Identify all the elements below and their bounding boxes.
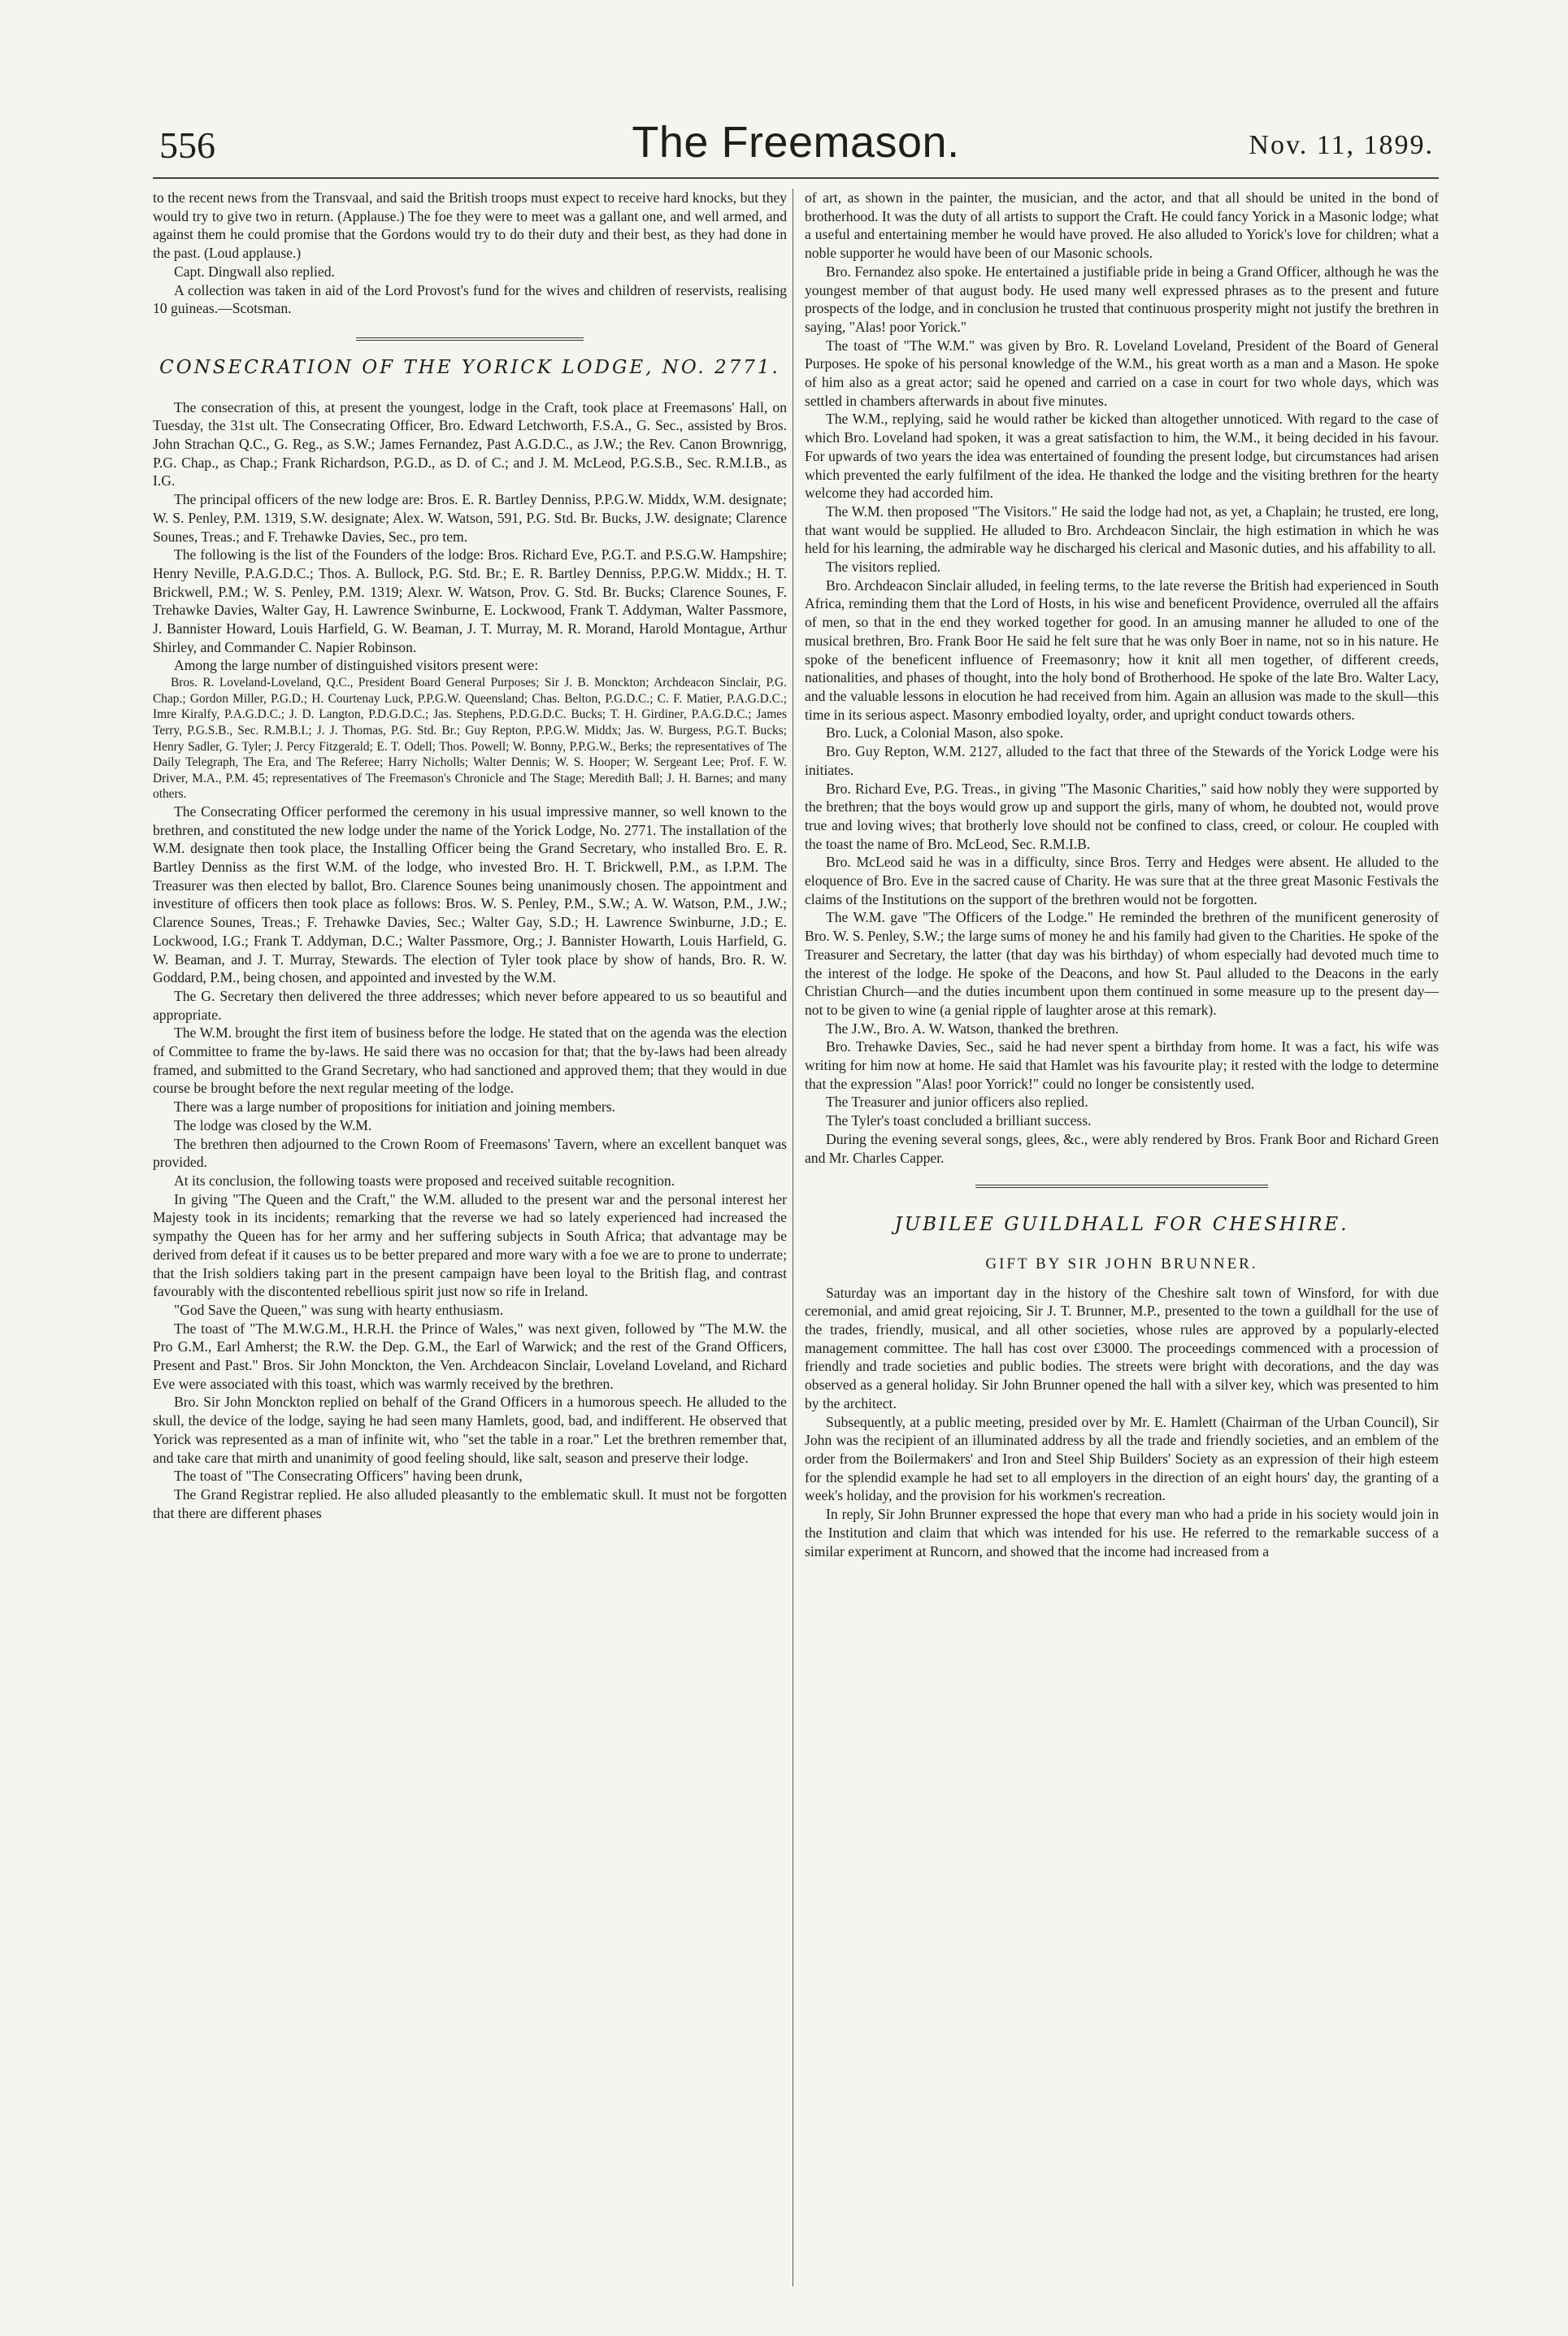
- paragraph: "God Save the Queen," was sung with hearty enthusiasm.: [174, 1301, 504, 1318]
- paragraph: The consecration of this, at present the youngest, lodge in the Craft, took place at Freemasons' Hall, on Tuesday, the 31st ult. The Consecrating Officer, Bro. Edward Letchworth, F.S.A., G. Sec., assisted by Bros. John Strachan Q.C., G. Reg., as S.W.; James Fernandez, Past A.G.D.C., as J.W.; the Rev. Canon Brownrigg, P.G. Chap., as Chap.; Frank Richardson, P.G.D., as D. of C.; and J. M. McLeod, P.G.S.B., Sec. R.M.I.B., as I.G.: [153, 398, 787, 489]
- paragraph: The Consecrating Officer performed the ceremony in his usual impressive manner, so well known to the brethren, and constituted the new lodge under the name of the Yorick Lodge, No. 2771. The installation of the W.M. designate then took place, the Installing Officer being the Grand Secretary, who installed Bro. E. R. Bartley Denniss as the first W.M. of the lodge, who invested Bro. H. T. Brickwell, P.M., as I.P.M. The Treasurer was then elected by ballot, Bro. Clarence Sounes being unanimously chosen. The appointment and investiture of officers then took place as follows: Bros. W. S. Penley, P.M., S.W.; A. W. Watson, P.M., J.W.; Clarence Sounes, Treas.; F. Trehawke Davies, Sec.; Walter Gay, S.D.; H. Lawrence Swinburne, J.D.; E. Lockwood, I.G.; Frank T. Addyman, D.C.; Walter Passmore, Org.; J. Bannister Howarth, Louis Harfield, G. W. Beaman, and J. T. Murray, Stewards. The election of Tyler took place by show of hands, Bro. R. W. Goddard, P.M., being chosen, and appointed and invested by the W.M.: [153, 803, 787, 986]
- masthead: [153, 114, 1439, 171]
- paragraph: Bros. R. Loveland-Loveland, Q.C., President Board General Purposes; Sir J. B. Monckton; Archdeacon Sinclair, P.G. Chap.; Gordon Miller, P.G.D.; H. Courtenay Luck, P.P.G.W. Queensland; Chas. Belton, P.G.D.C.; C. F. Matier, P.A.G.D.C.; Imre Kiralfy, P.A.G.D.C.; J. D. Langton, P.D.G.D.C.; Jas. Stephens, P.D.G.D.C. Bucks; T. H. Girdiner, P.A.G.D.C.; James Terry, P.G.S.B., Sec. R.M.B.I.; J. J. Thomas, P.G. Std. Br.; Guy Repton, P.P.G.W. Middx; Jas. W. Burgess, P.G.T. Bucks; Henry Sadler, G. Tyler; J. Percy Fitzgerald; E. T. Odell; Thos. Powell; W. Bonny, P.P.G.W., Berks; the representatives of The Daily Telegraph, The Era, and The Referee; Harry Nicholls; Walter Dennis; W. S. Hooper; W. Sergeant Lee; Prof. F. W. Driver, M.A., P.M. 45; representatives of The Freemason's Chronicle and The Stage; Meredith Ball; J. H. Barnes; and many others.: [153, 676, 787, 802]
- section-rule: [356, 337, 584, 344]
- article-subheadline: GIFT BY SIR JOHN BRUNNER.: [985, 1255, 1258, 1272]
- right-column: [805, 189, 1439, 2319]
- paragraph: The brethren then adjourned to the Crown Room of Freemasons' Tavern, where an excellent banquet was provided.: [153, 1135, 787, 1171]
- paragraph: The Grand Registrar replied. He also alluded pleasantly to the emblematic skull. It must not be forgotten that there are different phases: [153, 1486, 787, 1521]
- paragraph: The principal officers of the new lodge are: Bros. E. R. Bartley Denniss, P.P.G.W. Middx, W.M. designate; W. S. Penley, P.M. 1319, S.W. designate; Alex. W. Watson, 591, P.G. Std. Br. Bucks, J.W. designate; Clarence Sounes, Treas.; and F. Trehawke Davies, Sec., pro tem.: [153, 491, 787, 545]
- visitors-list: [153, 675, 787, 803]
- paragraph: The W.M. brought the first item of business before the lodge. He stated that on the agenda was the election of Committee to frame the by-laws. He said there was no occasion for that; that the by-laws had been already framed, and submitted to the Grand Secretary, who had sanctioned and approved them; that they would in due course be brought before the next regular meeting of the lodge.: [153, 1024, 787, 1097]
- paragraph: During the evening several songs, glees, &c., were ably rendered by Bros. Frank Boor and Richard Green and Mr. Charles Capper.: [805, 1130, 1439, 1166]
- paragraph: The W.M. then proposed "The Visitors." He said the lodge had not, as yet, a Chaplain; he trusted, ere long, that want would be supplied. He alluded to Bro. Archdeacon Sinclair, the high estimation in which he was held for his learning, the admirable way he discharged his clerical and Masonic duties, and his affability to all.: [805, 502, 1439, 557]
- paragraph: The toast of "The Consecrating Officers" having been drunk,: [174, 1468, 523, 1485]
- paragraph: The toast of "The W.M." was given by Bro. R. Loveland Loveland, President of the Board of General Purposes. He spoke of his personal knowledge of the W.M., his great worth as a man and a Mason. He spoke of him also as a great actor; said he opened and carried on a case in court for two whole days, which was settled in chambers afterwards in about five minutes.: [805, 337, 1439, 409]
- paragraph: Subsequently, at a public meeting, presided over by Mr. E. Hamlett (Chairman of the Urban Council), Sir John was the recipient of an illuminated address by all the trade and friendly societies, and an emblem of the order from the Boilermakers' and Iron and Steel Ship Builders' Society as an expression of their high esteem for the splendid example he had set to all employers in the direction of an eight hours' day, the granting of a week's holiday, and the provision for his workmen's recreation.: [805, 1413, 1439, 1504]
- paragraph: The following is the list of the Founders of the lodge: Bros. Richard Eve, P.G.T. and P.S.G.W. Hampshire; Henry Neville, P.A.G.D.C.; Thos. A. Bullock, P.G. Std. Br.; E. R. Bartley Denniss, P.P.G.W. Middx.; H. T. Brickwell, P.M.; W. S. Penley, P.M. 1319; Alexr. W. Watson, Prov. G. Std. Br. Bucks; Clarence Sounes, F. Trehawke Davies, Walter Gay, H. Lawrence Swinburne, E. Lockwood, Frank T. Addyman, Walter Passmore, J. Bannister Howard, Louis Harfield, G. W. Beaman, J. T. Murray, M. R. Morand, Harold Montague, Arthur Shirley, and Commander C. Napier Robinson.: [153, 546, 787, 655]
- paragraph: In giving "The Queen and the Craft," the W.M. alluded to the present war and the personal interest her Majesty took in its incidents; remarking that the reverse we had so lately experienced had increased the sympathy the Queen has for her army and her suffering subjects in South Africa; that advantage may be derived from defeat if it causes us to be better prepared and more wary with a foe we are to prone to underrate; that the Irish soldiers taking part in the present campaign have been loyal to the British flag, and contrast favourably with the discontented rebellious spirit just now so rife in Ireland.: [153, 1190, 787, 1300]
- paragraph: Among the large number of distinguished visitors present were:: [174, 657, 539, 674]
- paragraph: The J.W., Bro. A. W. Watson, thanked the brethren.: [826, 1020, 1119, 1037]
- paragraph: Bro. Luck, a Colonial Mason, also spoke.: [826, 724, 1064, 742]
- issue-date: Nov. 11, 1899.: [1249, 130, 1434, 160]
- paragraph: At its conclusion, the following toasts were proposed and received suitable recognition.: [174, 1172, 675, 1189]
- left-column: [153, 189, 787, 2319]
- paragraph: Saturday was an important day in the history of the Cheshire salt town of Winsford, for with due ceremonial, and amid great rejoicing, Sir J. T. Brunner, M.P., presented to the town a guildhall for the use of the trades, friendly, musical, and all other societies, whose rules are approved by a popularly-elected management committee. The hall has cost over £3000. The proceedings commenced with a procession of friendly and trade societies and public bodies. The streets were bright with decorations, and the day was observed as a general holiday. Sir John Brunner opened the hall with a silver key, which was presented to him by the architect.: [805, 1284, 1439, 1412]
- paragraph: A collection was taken in aid of the Lord Provost's fund for the wives and children of reservists, realising 10 guineas.—Scotsman.: [153, 281, 787, 317]
- paragraph: Bro. McLeod said he was in a difficulty, since Bros. Terry and Hedges were absent. He alluded to the eloquence of Bro. Eve in the sacred cause of Charity. He was sure that at the three great Masonic Festivals the claims of the Institutions on the support of the brethren would not be forgotten.: [805, 854, 1439, 907]
- newspaper-title: The Freemason.: [632, 118, 960, 167]
- article-headline: JUBILEE GUILDHALL FOR CHESHIRE.: [894, 1214, 1349, 1236]
- paragraph: The Treasurer and junior officers also replied.: [826, 1094, 1088, 1111]
- paragraph: Bro. Trehawke Davies, Sec., said he had never spent a birthday from home. It was a fact, his wife was writing for him now at home. He said that Hamlet was his favourite play; it rested with the lodge to determine that the expression "Alas! poor Yorrick!" could no longer be consistently used.: [805, 1038, 1439, 1092]
- paragraph: Bro. Sir John Monckton replied on behalf of the Grand Officers in a humorous speech. He alluded to the skull, the device of the lodge, saying he had seen many Hamlets, good, bad, and indifferent. He observed that Yorick was represented as a man of infinite wit, who "set the table in a roar." Let the brethren remember that, and take care that mirth and unanimity of good feeling should, like salt, season and preserve their lodge.: [153, 1394, 787, 1466]
- paragraph: In reply, Sir John Brunner expressed the hope that every man who had a pride in his society would join in the Institution and claim that which was intended for his use. He referred to the remarkable success of a similar experiment at Runcorn, and showed that the income had increased from a: [805, 1506, 1439, 1560]
- paragraph: to the recent news from the Transvaal, and said the British troops must expect to receive hard knocks, but they would try to give two in return. (Applause.) The foe they were to meet was a gallant one, and well armed, and against them he could promise that the Gordons would try to do their duty and their best, as they had done in the past. (Loud applause.): [153, 189, 787, 262]
- paragraph: The lodge was closed by the W.M.: [174, 1116, 372, 1133]
- paragraph: The W.M., replying, said he would rather be kicked than altogether unnoticed. With regard to the case of which Bro. Loveland had spoken, it was a great satisfaction to him, the W.M., it being decided in his favour. For upwards of two years the idea was entertained of founding the present lodge, but circumstances had arisen which prevented the early fulfilment of the idea. He thanked the lodge and the visiting brethren for the hearty welcome they had accorded him.: [805, 411, 1439, 502]
- paragraph: Bro. Fernandez also spoke. He entertained a justifiable pride in being a Grand Officer, although he was the youngest member of that august body. He used many well expressed phrases as to the present and future prospects of the lodge, and in conclusion he trusted that continuous prosperity might not justify the brethren in saying, "Alas! poor Yorick.": [805, 263, 1439, 335]
- paragraph: The toast of "The M.W.G.M., H.R.H. the Prince of Wales," was next given, followed by "The M.W. the Pro G.M., Earl Amherst; the R.W. the Dep. G.M., the Earl of Warwick; and the rest of the Grand Officers, Present and Past." Bros. Sir John Monckton, the Ven. Archdeacon Sinclair, Loveland Loveland, and Richard Eve were associated with this toast, which was warmly received by the brethren.: [153, 1320, 787, 1392]
- section-rule: [975, 1185, 1268, 1191]
- paragraph: Bro. Richard Eve, P.G. Treas., in giving "The Masonic Charities," said how nobly they were supported by the brethren; that the boys would grow up and support the girls, many of whom, he doubted not, would prove true and loving wives; that brotherly love should not be confined to class, creed, or colour. He coupled with the toast the name of Bro. McLeod, Sec. R.M.I.B.: [805, 780, 1439, 852]
- paragraph: The visitors replied.: [826, 559, 941, 576]
- paragraph: The W.M. gave "The Officers of the Lodge." He reminded the brethren of the munificent generosity of Bro. W. S. Penley, S.W.; the large sums of money he and his family had given to the Charities. He spoke of the Treasurer and Secretary, the latter (that day was his birthday) of whom especially had devoted much time to the interest of the lodge. He spoke of the Deacons, and how St. Paul alluded to the Deacons in the early Christian Church—and the duties incumbent upon them continued in some measure up to the present day—not to be given to wine (a genial ripple of laughter arose at this remark).: [805, 909, 1439, 1018]
- paragraph: Bro. Archdeacon Sinclair alluded, in feeling terms, to the late reverse the British had experienced in South Africa, reminding them that the Lord of Hosts, in his wise and beneficent Providence, overruled all the affairs of men, so that in the end they worked together for good. In an amusing manner he alluded to one of the musical brethren, Bro. Frank Boor He said he felt sure that he was only Boer in name, not so in his nature. He spoke of the beneficent influence of Freemasonry; how it knit all men together, of different creeds, nationalities, and phases of thought, into the holy bond of Brotherhood. He spoke of the late Bro. Walter Lacy, and the valuable lessons in elocution he had received from him. Again an allusion was made to the skull—this time in its serious aspect. Masonry embodied loyalty, order, and upright conduct towards others.: [805, 576, 1439, 723]
- masthead-rule: [153, 177, 1439, 179]
- paragraph: The Tyler's toast concluded a brilliant success.: [826, 1112, 1092, 1129]
- article-headline: CONSECRATION OF THE YORICK LODGE, NO. 2771.: [159, 356, 780, 378]
- paragraph: Capt. Dingwall also replied.: [174, 263, 335, 280]
- page-number: 556: [159, 124, 215, 166]
- paragraph: The G. Secretary then delivered the three addresses; which never before appeared to us so beautiful and appropriate.: [153, 987, 787, 1023]
- paragraph: of art, as shown in the painter, the musician, and the actor, and that all should be united in the bond of brotherhood. It was the duty of all artists to support the Craft. He could fancy Yorick in a Masonic lodge; what a useful and entertaining member he would have proved. He also alluded to Yorick's love for children; what a noble supporter he would have been of our Masonic schools.: [805, 189, 1439, 262]
- paragraph: Bro. Guy Repton, W.M. 2127, alluded to the fact that three of the Stewards of the Yorick Lodge were his initiates.: [805, 743, 1439, 778]
- paragraph: There was a large number of propositions for initiation and joining members.: [174, 1098, 616, 1116]
